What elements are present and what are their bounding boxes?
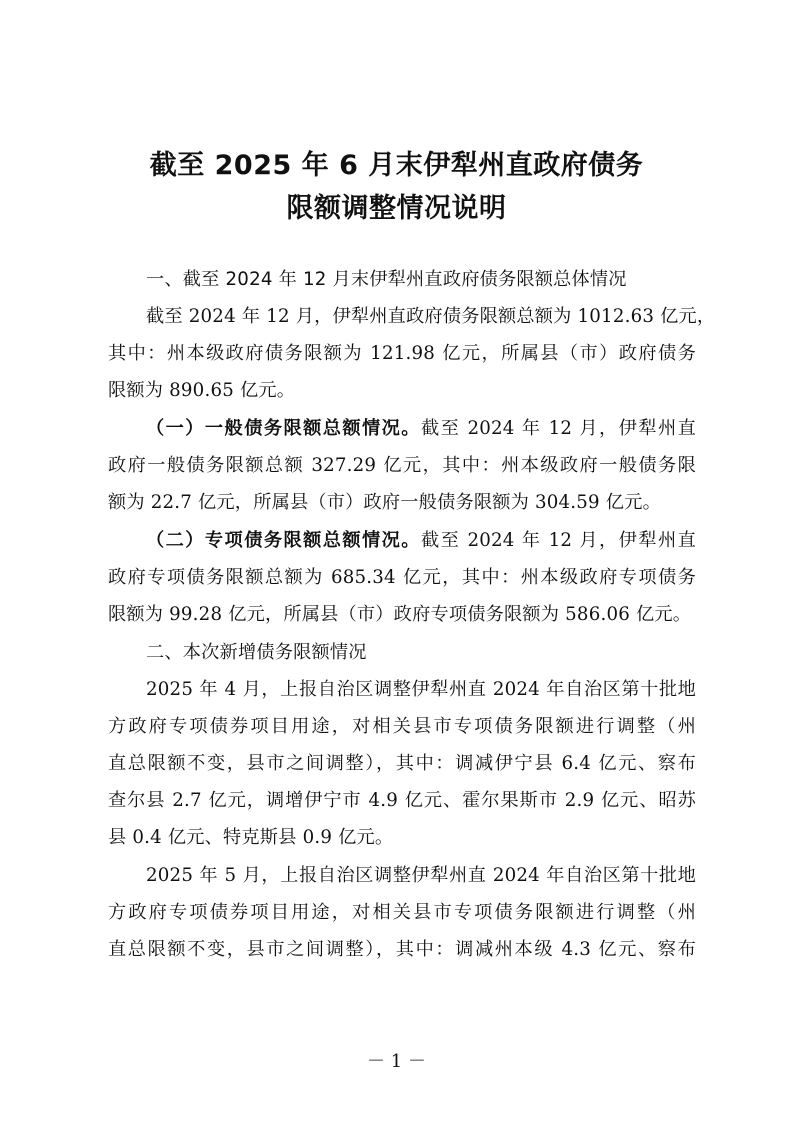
subsection-lead: 截至 2024 年 12 月，伊犁州直 bbox=[420, 418, 696, 439]
paragraph-line: 政府专项债务限额总额为 685.34 亿元，其中：州本级政府专项债务 bbox=[108, 567, 696, 588]
paragraph-line: 政府一般债务限额总额 327.29 亿元，其中：州本级政府一般债务限 bbox=[108, 455, 696, 476]
paragraph-line: 查尔县 2.7 亿元，调增伊宁市 4.9 亿元、霍尔果斯市 2.9 亿元、昭苏 bbox=[108, 790, 696, 811]
paragraph-line: 其中：州本级政府债务限额为 121.98 亿元，所属县（市）政府债务 bbox=[108, 343, 696, 364]
document-title-line1: 截至 2025 年 6 月末伊犁州直政府债务 bbox=[149, 150, 644, 181]
paragraph-line: 方政府专项债券项目用途，对相关县市专项债务限额进行调整（州 bbox=[108, 902, 696, 923]
section-heading-2: 二、本次新增债务限额情况 bbox=[146, 642, 367, 663]
paragraph-line: 限额为 890.65 亿元。 bbox=[108, 380, 296, 401]
section-heading-1: 一、截至 2024 年 12 月末伊犁州直政府债务限额总体情况 bbox=[146, 269, 627, 290]
paragraph-line: 直总限额不变，县市之间调整），其中：调减州本级 4.3 亿元、察布 bbox=[108, 939, 696, 960]
paragraph-line: 2025 年 4 月，上报自治区调整伊犁州直 2024 年自治区第十批地 bbox=[146, 679, 696, 700]
subsection-label: （一）一般债务限额总额情况。 bbox=[146, 418, 421, 439]
subsection-label: （二）专项债务限额总额情况。 bbox=[146, 530, 421, 551]
paragraph-line: 直总限额不变，县市之间调整），其中：调减伊宁县 6.4 亿元、察布 bbox=[108, 753, 696, 774]
document-title-line2: 限额调整情况说明 bbox=[286, 193, 507, 224]
subsection-1-first-line bbox=[146, 414, 696, 440]
paragraph-line: 方政府专项债券项目用途，对相关县市专项债务限额进行调整（州 bbox=[108, 716, 696, 737]
paragraph-line: 2025 年 5 月，上报自治区调整伊犁州直 2024 年自治区第十批地 bbox=[146, 865, 696, 886]
paragraph-line: 县 0.4 亿元、特克斯县 0.9 亿元。 bbox=[108, 827, 394, 848]
paragraph-line: 截至 2024 年 12 月，伊犁州直政府债务限额总额为 1012.63 亿元， bbox=[146, 306, 716, 327]
subsection-lead: 截至 2024 年 12 月，伊犁州直 bbox=[420, 530, 696, 551]
subsection-2-first-line bbox=[146, 526, 696, 552]
paragraph-line: 额为 22.7 亿元，所属县（市）政府一般债务限额为 304.59 亿元。 bbox=[108, 492, 661, 513]
paragraph-line: 限额为 99.28 亿元，所属县（市）政府专项债务限额为 586.06 亿元。 bbox=[108, 604, 692, 625]
page-number: － 1 － bbox=[367, 1051, 426, 1072]
